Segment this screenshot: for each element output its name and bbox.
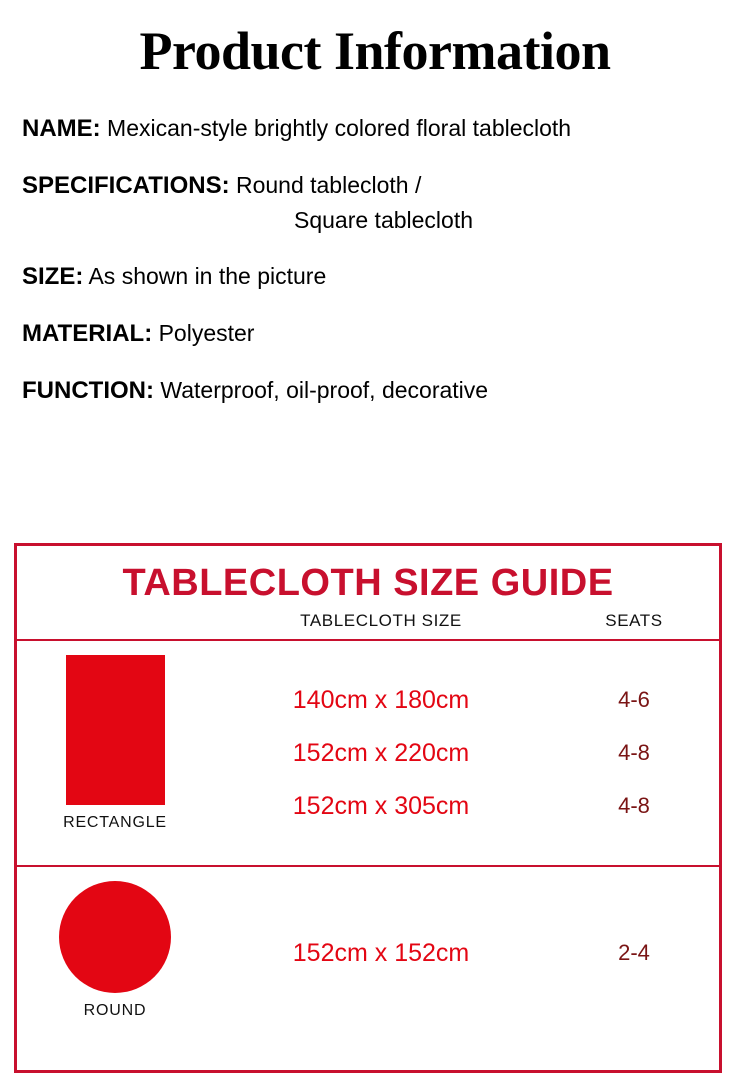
size-guide-header-row <box>17 611 719 641</box>
shape-label-round: ROUND <box>83 1002 147 1019</box>
product-info-list <box>0 114 750 406</box>
table-row <box>213 927 719 980</box>
shape-label-rectangle: RECTANGLE <box>63 814 167 831</box>
cell-size: 140cm x 180cm <box>292 685 470 714</box>
table-row <box>213 674 719 727</box>
info-label-function: FUNCTION: <box>22 376 154 404</box>
info-label-name: NAME: <box>22 115 101 142</box>
table-row <box>213 780 719 833</box>
page-title: Product Information <box>139 21 611 81</box>
size-guide-section-rectangle <box>17 641 719 865</box>
cell-size: 152cm x 305cm <box>292 791 470 820</box>
column-header-size: TABLECLOTH SIZE <box>300 611 462 630</box>
size-guide-section-round <box>17 865 719 1039</box>
info-value-function: Waterproof, oil-proof, decorative <box>160 376 489 403</box>
column-header-seats: SEATS <box>605 611 663 630</box>
circle-shape-icon <box>59 881 171 993</box>
info-row-specifications <box>22 171 736 235</box>
info-label-size: SIZE: <box>22 262 84 290</box>
rectangle-shape-icon <box>66 655 165 805</box>
info-value-material: Polyester <box>158 319 255 346</box>
shape-cell-round <box>17 867 213 1039</box>
info-row-material <box>22 319 736 349</box>
size-rows-round <box>213 867 719 1039</box>
info-value-specifications-line2: Square tablecloth <box>294 207 474 233</box>
size-guide-card <box>14 543 722 1073</box>
cell-seats: 4-6 <box>618 687 650 712</box>
cell-seats: 4-8 <box>618 793 650 818</box>
info-label-specifications: SPECIFICATIONS: <box>22 172 230 199</box>
cell-seats: 4-8 <box>618 740 650 765</box>
info-value-size: As shown in the picture <box>88 262 327 289</box>
cell-size: 152cm x 152cm <box>292 938 470 967</box>
info-row-name <box>22 114 736 144</box>
cell-size: 152cm x 220cm <box>292 738 470 767</box>
info-value-specifications: Round tablecloth / <box>235 172 422 198</box>
cell-seats: 2-4 <box>618 940 650 965</box>
size-rows-rectangle <box>213 641 719 865</box>
size-guide-title: TABLECLOTH SIZE GUIDE <box>122 562 614 604</box>
info-value-name: Mexican-style brightly colored floral tablecloth <box>107 115 572 141</box>
info-label-material: MATERIAL: <box>22 319 153 347</box>
info-row-size <box>22 262 736 292</box>
table-row <box>213 727 719 780</box>
shape-cell-rectangle <box>17 641 213 865</box>
info-row-function <box>22 376 736 406</box>
